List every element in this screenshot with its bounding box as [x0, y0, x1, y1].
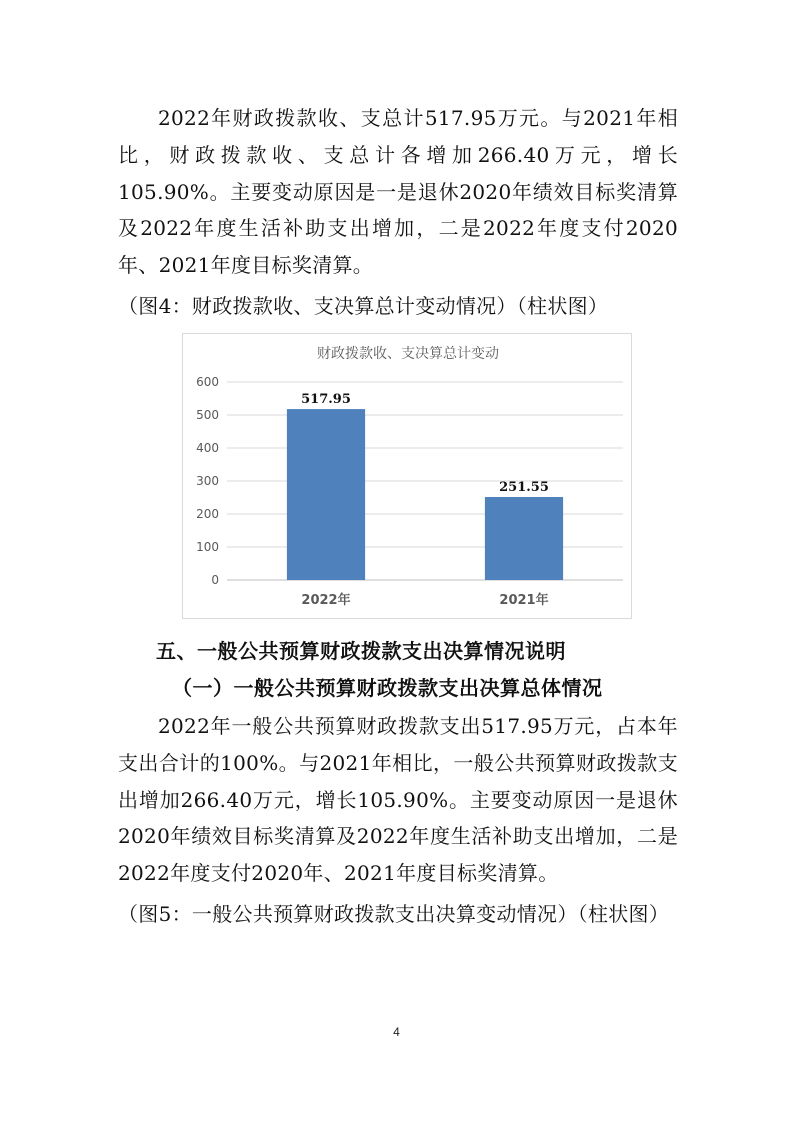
chart-title: 财政拨款收、支决算总计变动: [317, 346, 499, 362]
y-tick-label: 300: [196, 474, 219, 488]
paragraph-general-budget-expenditure: 2022年一般公共预算财政拨款支出517.95万元，占本年支出合计的100%。与2021年相比，一般公共预算财政拨款支出增加266.40万元，增长105.90%。主要变动原因一是退休2020年绩效目标奖清算及2022年度生活补助支出增加，二是2022年度支付2020年、2021年度目标奖清算。: [118, 714, 678, 886]
subsection-heading: （一）一般公共预算财政拨款支出决算总体情况: [172, 676, 603, 700]
figure-5-caption: （图5：一般公共预算财政拨款支出决算变动情况）（柱状图）: [118, 902, 670, 926]
data-label: 251.55: [499, 479, 549, 495]
x-category-label: 2022年: [301, 593, 351, 608]
y-tick-label: 0: [211, 573, 219, 587]
x-category-label: 2021年: [499, 593, 549, 608]
y-tick-label: 400: [196, 441, 219, 455]
figure-4-caption: （图4：财政拨款收、支决算总计变动情况）（柱状图）: [118, 294, 609, 318]
y-tick-label: 600: [196, 375, 219, 389]
paragraph-revenue-expenditure-total: 2022年财政拨款收、支总计517.95万元。与2021年相比，财政拨款收、支总计各增加266.40万元，增长105.90%。主要变动原因是一是退休2020年绩效目标奖清算及2022年度生活补助支出增加，二是2022年度支付2020年、2021年度目标奖清算。: [118, 106, 678, 278]
bar-2021年: [485, 497, 563, 580]
y-tick-label: 500: [196, 408, 219, 422]
y-tick-label: 200: [196, 507, 219, 521]
data-label: 517.95: [301, 392, 351, 408]
y-tick-label: 100: [196, 540, 219, 554]
bar-chart: [183, 334, 633, 620]
section-heading: 五、一般公共预算财政拨款支出决算情况说明: [156, 639, 566, 663]
chart-container: [182, 333, 632, 619]
bar-2022年: [287, 409, 365, 580]
page-number: 4: [393, 1025, 400, 1039]
